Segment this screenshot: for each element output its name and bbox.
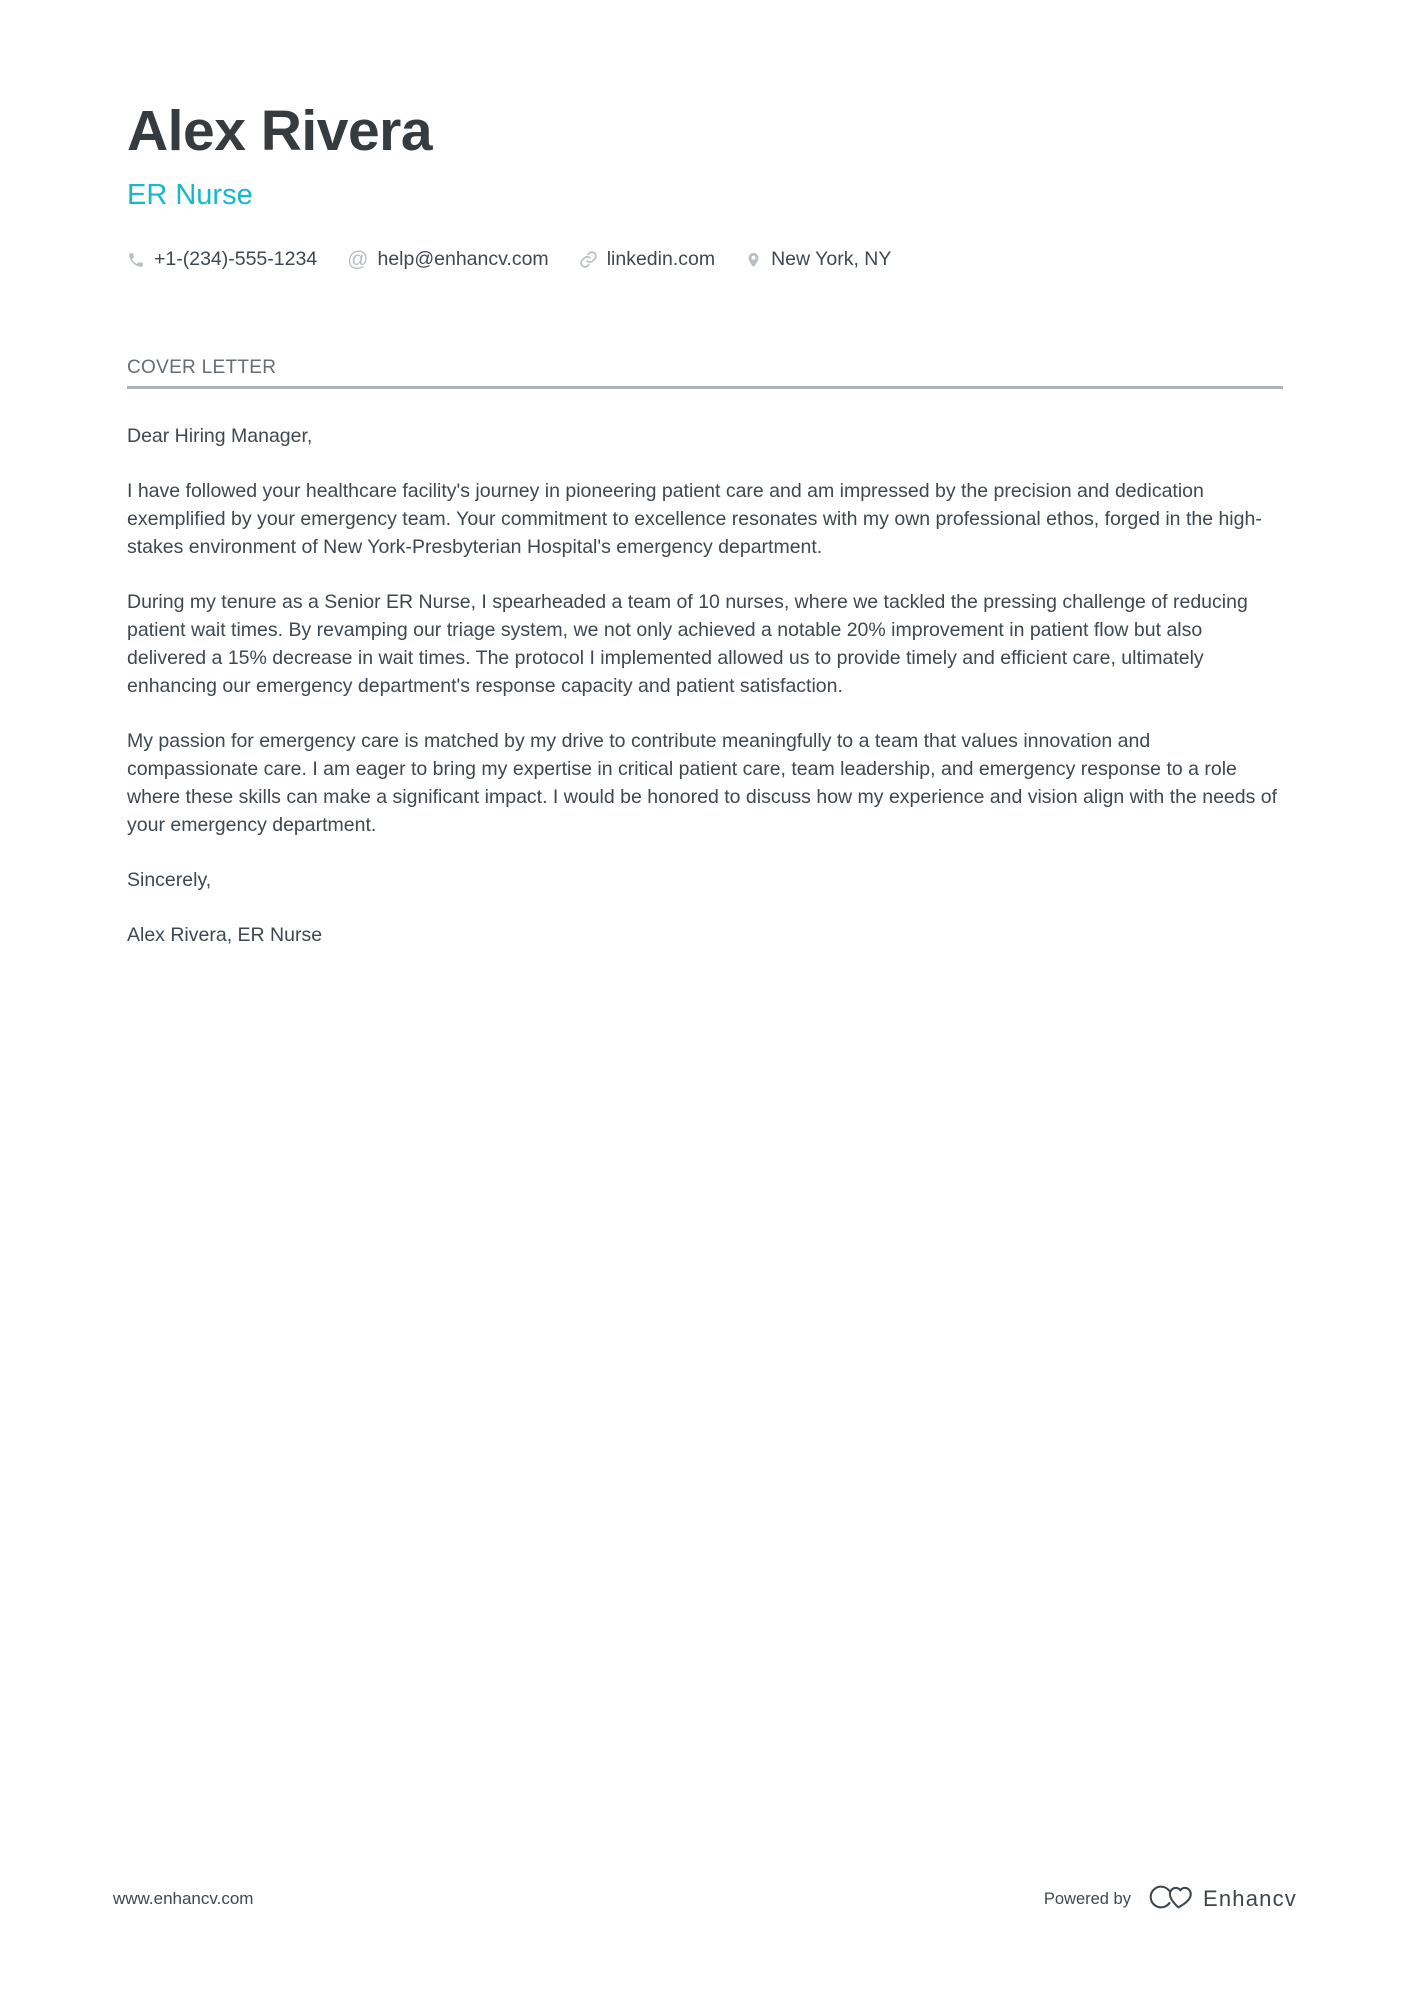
website-link[interactable]: www.enhancv.com — [113, 1889, 254, 1908]
letter-paragraph: My passion for emergency care is matched by my drive to contribute meaningfully to a team that values innovation and compassionate care. I am eager to bring my expertise in critical patient care, team leadership, and emergency response to a role where these skills can make a significant impact. I would be honored to discuss how my experience and vision align with the needs of your emergency department. — [127, 730, 1278, 836]
location-pin-icon — [745, 250, 762, 270]
enhancv-logo-icon — [1145, 1881, 1192, 1918]
letter-body — [127, 422, 1283, 949]
contact-item-phone — [127, 248, 317, 271]
signature: Alex Rivera, ER Nurse — [127, 924, 323, 946]
at-icon: @ — [347, 248, 369, 271]
phone-icon — [127, 251, 145, 269]
job-title: ER Nurse — [127, 179, 253, 211]
section-cover-letter — [127, 357, 1283, 949]
footer — [113, 1879, 1297, 1919]
letter-paragraph: During my tenure as a Senior ER Nurse, I spearheaded a team of 10 nurses, where we tackled the pressing challenge of reducing patient wait times. By revamping our triage system, we not only achieved a notable 20% improvement in patient flow but also delivered a 15% decrease in wait times. The protocol I implemented allowed us to provide timely and efficient care, ultimately enhancing our emergency department's response capacity and patient satisfaction. — [127, 591, 1248, 697]
letter-paragraph: I have followed your healthcare facility's journey in pioneering patient care and am impressed by the precision and dedication exemplified by your emergency team. Your commitment to excellence resonates with my own professional ethos, forged in the high-stakes environment of New York-Presbyterian Hospital's emergency department. — [127, 480, 1262, 558]
powered-by — [1044, 1881, 1297, 1918]
section-divider — [127, 386, 1283, 389]
link-icon — [579, 250, 598, 269]
linkedin-link[interactable]: linkedin.com — [606, 248, 716, 270]
location-text: New York, NY — [771, 248, 892, 270]
contact-row — [127, 248, 1283, 271]
email-link[interactable]: help@enhancv.com — [377, 248, 549, 270]
page-title: Alex Rivera — [127, 99, 433, 163]
closing: Sincerely, — [127, 869, 212, 891]
phone-number: +1-(234)-555-1234 — [154, 248, 318, 270]
section-title: COVER LETTER — [127, 357, 277, 378]
contact-item-location — [745, 248, 891, 271]
salutation: Dear Hiring Manager, — [127, 425, 313, 447]
brand-wordmark: Enhancv — [1202, 1886, 1297, 1911]
contact-item-linkedin[interactable] — [579, 248, 715, 271]
contact-item-email[interactable] — [347, 248, 549, 271]
powered-by-label: Powered by — [1043, 1889, 1131, 1908]
brand-lockup[interactable] — [1145, 1881, 1297, 1918]
